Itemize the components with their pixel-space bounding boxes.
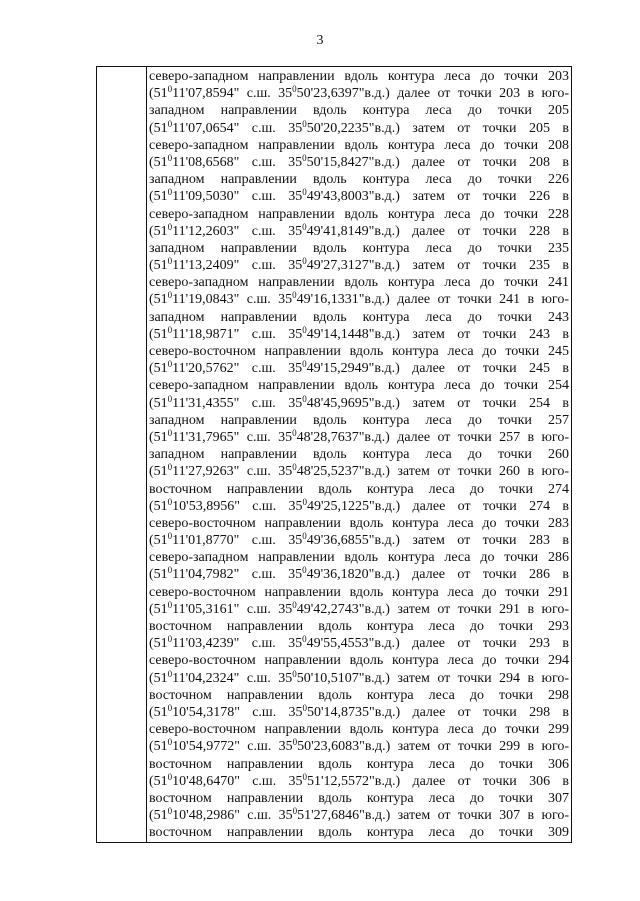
text-line: восточном направлении вдоль контура леса до точки 274 xyxy=(149,481,569,497)
text-line: ($51^011'07,8594$" с.ш. $35^050'23,6397"в.д$.) далее от точки 203 в юго- xyxy=(149,84,569,102)
text-line: ($51^011'19,0843$" с.ш. $35^049'16,1331"в.д$.) далее от точки 241 в юго- xyxy=(149,290,569,308)
page-number: 3 xyxy=(316,33,324,48)
text-line: восточном направлении вдоль контура леса до точки 306 xyxy=(149,756,569,772)
text-line: ($51^010'54,3178$" с.ш. $35^050'14,8735"в.д$.) далее от точки 298 в xyxy=(149,702,569,720)
text-line: ($51^010'54,9772$" с.ш. $35^050'23,6083"в.д$.) затем от точки 299 в юго- xyxy=(149,737,570,755)
text-line: северо-западном направлении вдоль контура леса до точки 228 xyxy=(149,206,569,222)
column-divider xyxy=(146,66,147,843)
text-line: восточном направлении вдоль контура леса до точки 293 xyxy=(149,619,569,634)
text-line: северо-западном направлении вдоль контура леса до точки 241 xyxy=(149,275,569,291)
text-line: ($51^011'01,8770$" с.ш. $35^049'36,6855"в.д$.) затем от точки 283 в xyxy=(149,531,569,549)
text-line: ($51^011'07,0654$" с.ш. $35^050'20,2235"в.д$.) затем от точки 205 в xyxy=(149,118,569,136)
text-line: ($51^011'31,4355$" с.ш. $35^048'45,9695"в.д$.) затем от точки 254 в xyxy=(149,393,569,411)
text-line: ($51^010'53,8956$" с.ш. $35^049'25,1225"в.д$.) далее от точки 274 в xyxy=(149,496,569,514)
text-line: северо-западном направлении вдоль контура леса до точки 203 xyxy=(149,69,569,84)
text-line: ($51^011'03,4239$" с.ш. $35^049'55,4553"в.д$.) далее от точки 293 в xyxy=(149,634,569,652)
text-line: северо-восточном направлении вдоль контура леса до точки 283 xyxy=(149,515,569,531)
text-line: северо-восточном направлении вдоль контура леса до точки 299 xyxy=(149,722,569,738)
text-line: западном направлении вдоль контура леса до точки 226 xyxy=(149,172,569,188)
text-line: восточном направлении вдоль контура леса до точки 307 xyxy=(149,790,569,806)
text-line: ($51^011'12,2603$" с.ш. $35^049'41,8149"в.д$.) далее от точки 228 в xyxy=(149,221,569,239)
text-line: ($51^011'31,7965$" с.ш. $35^048'28,7637"в.д$.) далее от точки 257 в юго- xyxy=(149,427,569,445)
text-line: северо-восточном направлении вдоль контура леса до точки 245 xyxy=(149,344,569,359)
text-line: западном направлении вдоль контура леса до точки 243 xyxy=(149,309,569,325)
text-line: ($51^011'09,5030$" с.ш. $35^049'43,8003"в.д$.) затем от точки 226 в xyxy=(149,187,569,205)
text-line: северо-западном направлении вдоль контура леса до точки 286 xyxy=(149,550,569,566)
text-line: северо-западном направлении вдоль контура леса до точки 254 xyxy=(149,378,569,394)
text-line: северо-восточном направлении вдоль контура леса до точки 291 xyxy=(149,584,569,600)
text-line: ($51^011'04,2324$" с.ш. $35^050'10,5107"в.д$.) затем от точки 294 в юго- xyxy=(149,668,569,686)
text-line: западном направлении вдоль контура леса до точки 235 xyxy=(149,240,569,256)
text-line: ($51^011'05,3161$" с.ш. $35^049'42,2743"в.д$.) затем от точки 291 в юго- xyxy=(149,599,569,617)
text-line: ($51^011'04,7982$" с.ш. $35^049'36,1820"в.д$.) далее от точки 286 в xyxy=(149,565,569,583)
text-line: западном направлении вдоль контура леса до точки 257 xyxy=(149,412,569,428)
text-line: ($51^011'18,9871$" с.ш. $35^049'14,1448"в.д$.) затем от точки 243 в xyxy=(149,324,569,342)
boundary-description-text xyxy=(149,68,569,841)
text-line: ($51^010'48,2986$" с.ш. $35^051'27,6846"в.д$.) затем от точки 307 в юго- xyxy=(149,806,570,824)
text-line: ($51^011'20,5762$" с.ш. $35^049'15,2949"в.д$.) далее от точки 245 в xyxy=(149,359,569,377)
text-line: ($51^011'27,9263$" с.ш. $35^048'25,5237"в.д$.) затем от точки 260 в юго- xyxy=(149,462,569,480)
text-line: ($51^011'08,6568$" с.ш. $35^050'15,8427"в.д$.) далее от точки 208 в xyxy=(149,152,569,170)
text-line: восточном направлении вдоль контура леса до точки 298 xyxy=(149,687,569,703)
text-line: северо-западном направлении вдоль контура леса до точки 208 xyxy=(149,137,569,153)
text-line: ($51^010'48,6470$" с.ш. $35^051'12,5572"в.д$.) далее от точки 306 в xyxy=(149,771,569,789)
text-line: ($51^011'13,2409$" с.ш. $35^049'27,3127"в.д$.) затем от точки 235 в xyxy=(149,256,569,274)
text-line: западном направлении вдоль контура леса до точки 205 xyxy=(149,103,569,119)
text-line: северо-восточном направлении вдоль контура леса до точки 294 xyxy=(149,653,569,669)
text-line: восточном направлении вдоль контура леса до точки 309 xyxy=(149,825,569,841)
text-line: западном направлении вдоль контура леса до точки 260 xyxy=(149,447,569,463)
